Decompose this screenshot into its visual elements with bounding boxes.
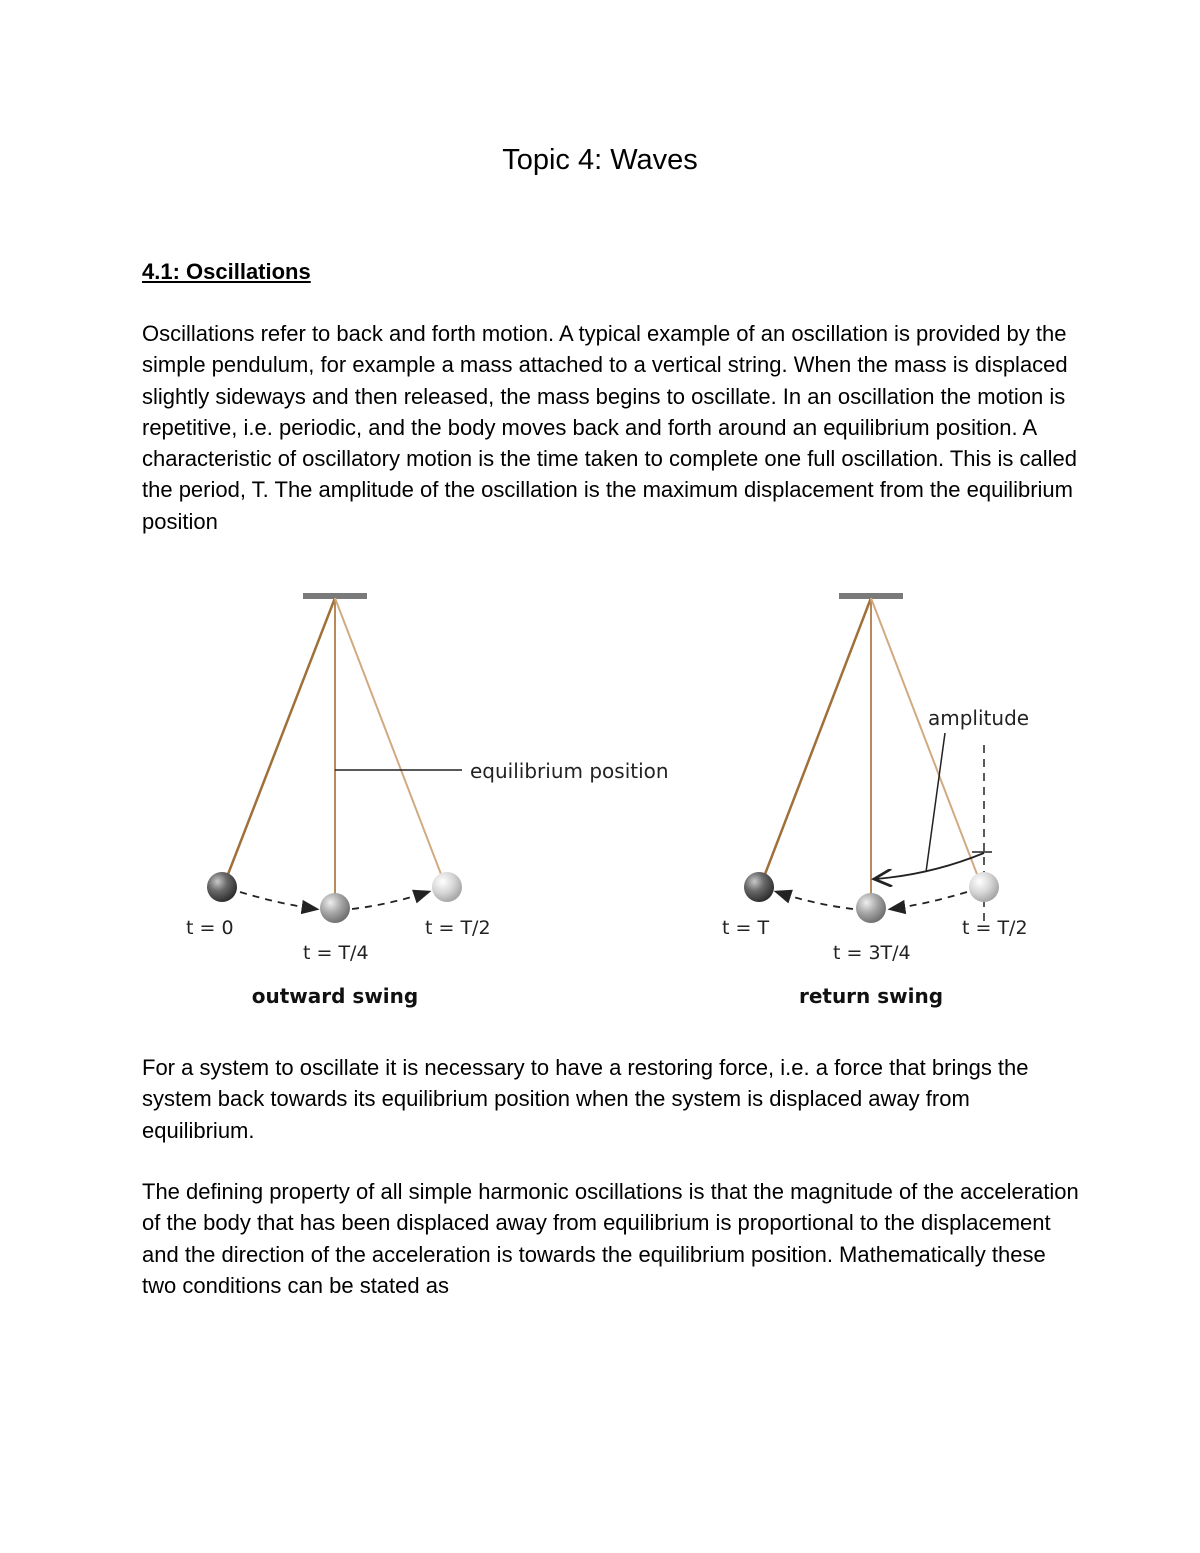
- return-swing-caption: return swing: [798, 984, 944, 1008]
- string-end: [871, 598, 980, 882]
- time-label-start: t = T: [722, 917, 770, 939]
- section-heading: 4.1: Oscillations: [142, 259, 311, 284]
- amplitude-pointer-line: [926, 733, 945, 872]
- bob-end: [432, 872, 462, 902]
- bob-end: [969, 872, 999, 902]
- return-swing-diagram: [722, 593, 1029, 1008]
- outward-swing-caption: outward swing: [251, 984, 419, 1008]
- string-end: [335, 598, 444, 882]
- bob-mid: [320, 893, 350, 923]
- paragraph-intro: Oscillations refer to back and forth motion. A typical example of an oscillation is provided by the simple pendulum, for example a mass attached to a vertical string. When the mass is displaced slightly sideways and then released, the mass begins to oscillate. In an oscillation the motion is repetitive, i.e. periodic, and the body moves back and forth around an equilibrium position. A characteristic of oscillatory motion is the time taken to complete one full oscillation. This is called the period, T. The amplitude of the oscillation is the maximum displacement from the equilibrium position: [142, 321, 1078, 534]
- pendulum-diagram: [0, 570, 1200, 1030]
- swing-path-arrow-2: [777, 892, 853, 909]
- bob-mid: [856, 893, 886, 923]
- time-label-mid: t = T/4: [303, 942, 369, 964]
- time-label-start: t = 0: [186, 917, 234, 939]
- time-label-end: t = T/2: [425, 917, 491, 939]
- swing-path-arrow-2: [352, 892, 428, 909]
- pendulum-figure: [0, 570, 1200, 1030]
- bob-start: [744, 872, 774, 902]
- time-label-end: t = T/2: [962, 917, 1028, 939]
- equilibrium-position-label: equilibrium position: [470, 759, 669, 783]
- paragraph-restoring-force: For a system to oscillate it is necessary to have a restoring force, i.e. a force that brings the system back towards its equilibrium position when the system is displaced away from equilibrium.: [142, 1055, 1029, 1143]
- string-start: [225, 598, 335, 882]
- outward-swing-diagram: [186, 593, 669, 1008]
- time-label-mid: t = 3T/4: [833, 942, 911, 964]
- bob-start: [207, 872, 237, 902]
- string-start: [762, 598, 871, 882]
- paragraph-shm-definition: The defining property of all simple harmonic oscillations is that the magnitude of the acceleration of the body that has been displaced away from equilibrium is proportional to the displacement and the direction of the acceleration is towards the equilibrium position. Mathematically these two conditions can be stated as: [142, 1179, 1079, 1298]
- page-title: Topic 4: Waves: [502, 144, 698, 176]
- swing-path-arrow-1: [240, 892, 316, 909]
- amplitude-label: amplitude: [928, 706, 1030, 730]
- swing-path-arrow-1: [891, 892, 967, 909]
- amplitude-arc-arrow: [874, 853, 984, 879]
